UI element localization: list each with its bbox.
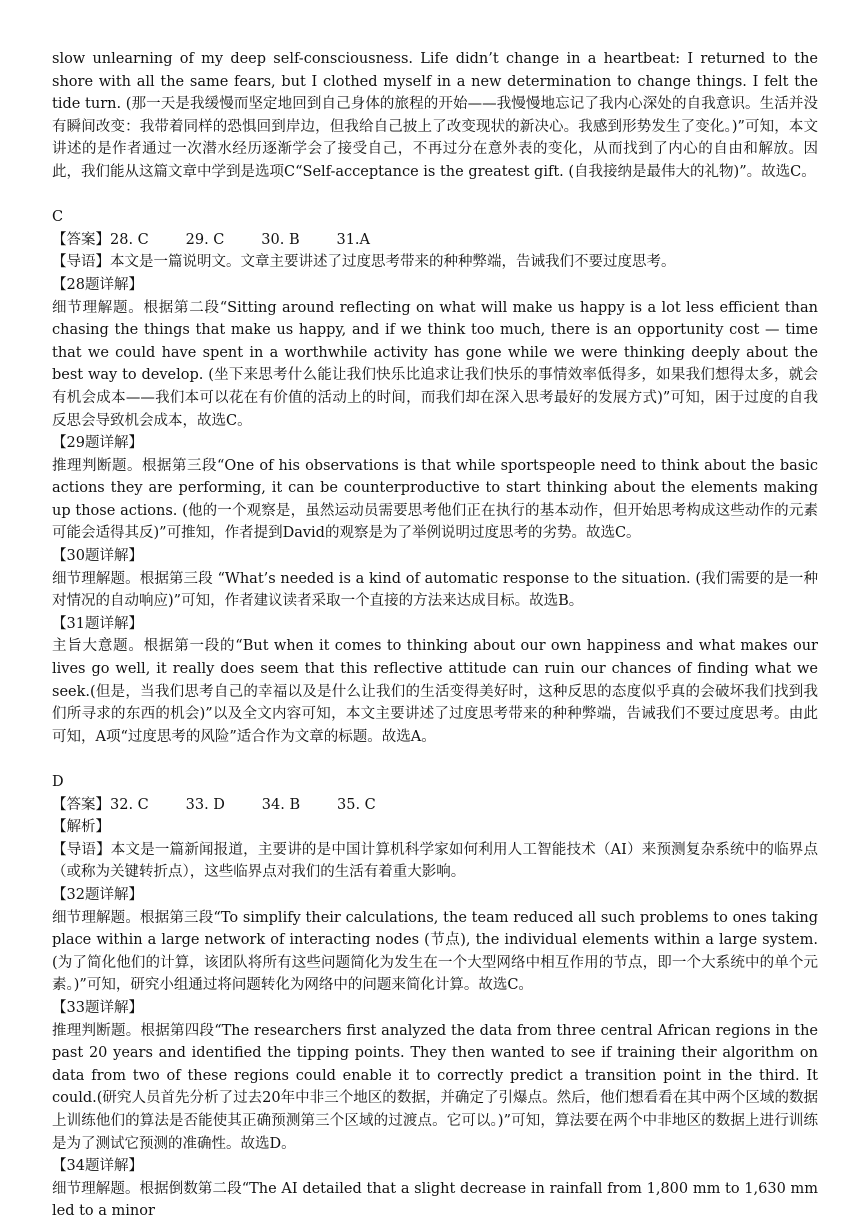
q30-heading: 【30题详解】 — [52, 548, 143, 565]
q34-explanation: 细节理解题。根据倒数第二段“The AI detailed that a slight decrease in rainfall from 1,800 mm to 1,630 mm led to a minor — [52, 1180, 818, 1220]
section-d-analysis-label: 【解析】 — [52, 819, 110, 836]
q33-heading: 【33题详解】 — [52, 999, 143, 1016]
section-b-tail-paragraph: slow unlearning of my deep self-consciousness. Life didn’t change in a heartbeat: I returned to the shore with all the same fears, but I clothed myself in a new determination to change things. I felt the tide turn. (那一天是我缓慢而坚定地回到自己身体的旅程的开始——我慢慢地忘记了我内心深处的自我意识。生活并没有瞬间改变：我带着同样的恐惧回到岸边，但我给自己披上了改变现状的新决心。我感到形势发生了变化。)”可知，本文讲述的是作者通过一次潜水经历逐渐学会了接受自己，不再过分在意外表的变化，从而找到了内心的自由和解放。因此，我们能从这篇文章中学到是选项C“Self-acceptance is the greatest gift. (自我接纳是最伟大的礼物)”。故选C。 — [52, 51, 818, 180]
q31-heading: 【31题详解】 — [52, 615, 143, 632]
spacer — [52, 748, 818, 771]
section-d-letter: D — [52, 774, 64, 790]
section-c-answers: 【答案】28. C 29. C 30. B 31.A — [52, 231, 371, 248]
q28-explanation: 细节理解题。根据第二段“Sitting around reflecting on what will make us happy is a lot less efficient than chasing the things that make us happy, and if we think too much, there is an opportunity cost — time that we could have spent in a worthwhile activity has gone while we were thinking deeply about the best way to develop. (坐下来思考什么能让我们快乐比追求让我们快乐的事情效率低得多，如果我们想得太多，就会有机会成本——我们本可以花在有价值的活动上的时间，而我们却在深入思考最好的发展方式)”可知，困于过度的自我反思会导致机会成本，故选C。 — [52, 299, 818, 429]
q29-heading: 【29题详解】 — [52, 435, 143, 452]
q34-heading: 【34题详解】 — [52, 1158, 143, 1175]
document-page — [52, 48, 818, 1223]
q33-explanation: 推理判断题。根据第四段“The researchers first analyzed the data from three central African regions in the past 20 years and identified the tipping points. They then wanted to see if training their algorithm on data from two of these regions could enable it to correctly predict a transition point in the third. It could.(研究人员首先分析了过去20年中非三个地区的数据，并确定了引爆点。然后，他们想看看在其中两个区域的数据上训练他们的算法是否能使其正确预测第三个区域的过渡点。它可以。)”可知，算法要在两个中非地区的数据上进行训练是为了测试它预测的准确性。故选D。 — [52, 1022, 818, 1152]
section-c-letter: C — [52, 209, 64, 226]
q31-explanation: 主旨大意题。根据第一段的“But when it comes to thinking about our own happiness and what makes our lives go well, it really does seem that this reflective attitude can ruin our chances of finding what we seek.(但是，当我们思考自己的幸福以及是什么让我们的生活变得美好时，这种反思的态度似乎真的会破坏我们找到我们所寻求的东西的机会)”以及全文内容可知，本文主要讲述了过度思考带来的种种弊端，告诫我们不要过度思考。由此可知，A项“过度思考的风险”适合作为文章的标题。故选A。 — [52, 638, 818, 745]
spacer — [52, 184, 818, 207]
q28-heading: 【28题详解】 — [52, 276, 143, 293]
section-d-guide: 【导语】本文是一篇新闻报道，主要讲的是中国计算机科学家如何利用人工智能技术（AI）来预测复杂系统中的临界点（或称为关键转折点），这些临界点对我们的生活有着重大影响。 — [52, 841, 818, 881]
q30-explanation: 细节理解题。根据第三段 “What’s needed is a kind of automatic response to the situation. (我们需要的是一种对情况的自动响应)”可知，作者建议读者采取一个直接的方法来达成目标。故选B。 — [52, 570, 818, 610]
section-c-guide: 【导语】本文是一篇说明文。文章主要讲述了过度思考带来的种种弊端，告诫我们不要过度思考。 — [52, 254, 676, 271]
section-d-answers: 【答案】32. C 33. D 34. B 35. C — [52, 796, 376, 813]
q32-explanation: 细节理解题。根据第三段“To simplify their calculations, the team reduced all such problems to ones taking place within a large network of interacting nodes (节点), the individual elements within a large system.(为了简化他们的计算，该团队将所有这些问题简化为发生在一个大型网络中相互作用的节点，即一个大系统中的单个元素。)”可知，研究小组通过将问题转化为网络中的问题来简化计算。故选C。 — [52, 909, 818, 994]
q29-explanation: 推理判断题。根据第三段“One of his observations is that while sportspeople need to think about the basic actions they are performing, it can be counterproductive to start thinking about the elements making up those actions. (他的一个观察是，虽然运动员需要思考他们正在执行的基本动作，但开始思考构成这些动作的元素可能会适得其反)”可推知，作者提到David的观察是为了举例说明过度思考的劣势。故选C。 — [52, 457, 818, 542]
q32-heading: 【32题详解】 — [52, 886, 143, 903]
